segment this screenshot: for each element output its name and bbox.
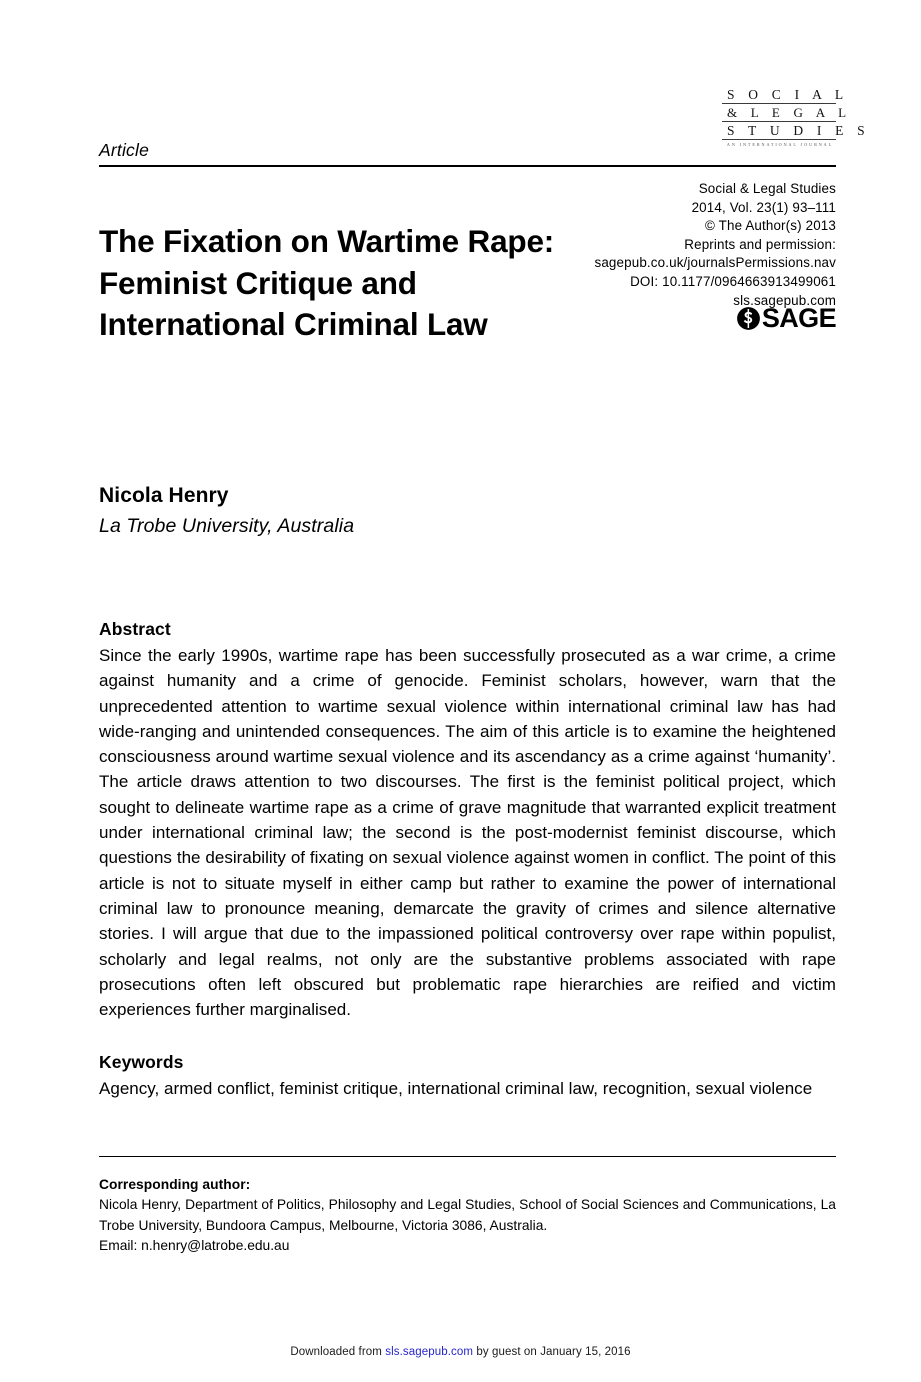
metadata-copyright: © The Author(s) 2013 bbox=[705, 218, 836, 234]
metadata-journal-url[interactable]: sls.sagepub.com bbox=[733, 292, 836, 308]
header-divider bbox=[99, 165, 836, 167]
journal-logo-line-2: & L E G A L bbox=[722, 104, 836, 122]
article-type-label: Article bbox=[99, 140, 150, 160]
keywords-text: Agency, armed conflict, feminist critique, international criminal law, recognition, sexual violence bbox=[99, 1079, 813, 1098]
journal-logo-line-3: S T U D I E S bbox=[722, 122, 836, 140]
corresponding-author-email[interactable]: Email: n.henry@latrobe.edu.au bbox=[99, 1238, 290, 1253]
keywords-section bbox=[99, 1050, 836, 1101]
journal-logo-subtitle: AN INTERNATIONAL JOURNAL bbox=[726, 142, 834, 147]
download-suffix: by guest on January 15, 2016 bbox=[473, 1346, 631, 1358]
download-footer bbox=[0, 1346, 921, 1358]
keywords-heading: Keywords bbox=[99, 1052, 184, 1072]
metadata-journal-name: Social & Legal Studies bbox=[698, 181, 836, 196]
journal-logo-line-1: S O C I A L bbox=[722, 86, 836, 104]
abstract-text: Since the early 1990s, wartime rape has been successfully prosecuted as a war crime, a crime against humanity and a crime of genocide. Feminist scholars, however, warn that the unprecedented attention to wartime sexual violence within international criminal law has had wide-ranging and unintended consequences. The aim of this article is to examine the heightened consciousness around wartime sexual violence and its ascendancy as a crime against ‘humanity’. The article draws attention to two discourses. The first is the feminist political project, which sought to delineate wartime rape as a crime of grave magnitude that warranted explicit treatment under international criminal law; the second is the post-modernist feminist discourse, which questions the desirability of fixating on sexual violence against women in conflict. The point of this article is not to situate myself in either camp but rather to examine the power of international criminal law to pronounce meaning, demarcate the gravity of crimes and silence alternative stories. I will argue that due to the impassioned political controversy over rape within populist, scholarly and legal realms, not only are the substantive problems associated with rape prosecutions often left obscured but problematic rape hierarchies are reified and victim experiences further marginalised. bbox=[99, 646, 836, 1020]
author-block bbox=[99, 482, 699, 540]
metadata-permissions-url[interactable]: sagepub.co.uk/journalsPermissions.nav bbox=[594, 255, 836, 271]
metadata-doi[interactable]: DOI: 10.1177/0964663913499061 bbox=[630, 273, 836, 289]
abstract-section bbox=[99, 617, 836, 1022]
author-affiliation: La Trobe University, Australia bbox=[99, 515, 355, 537]
sage-circle-s-icon bbox=[736, 306, 761, 331]
download-source-link[interactable]: sls.sagepub.com bbox=[385, 1346, 474, 1358]
corresponding-author-section bbox=[99, 1175, 836, 1257]
abstract-heading: Abstract bbox=[99, 619, 171, 639]
sage-publisher-logo bbox=[736, 303, 836, 333]
journal-metadata bbox=[536, 180, 836, 310]
corresponding-author-heading: Corresponding author: bbox=[99, 1177, 251, 1192]
metadata-volume: 2014, Vol. 23(1) 93–111 bbox=[691, 199, 836, 215]
download-prefix: Downloaded from bbox=[290, 1346, 386, 1358]
metadata-reprints-label: Reprints and permission: bbox=[684, 236, 836, 252]
sage-wordmark: SAGE bbox=[761, 303, 836, 333]
journal-logo bbox=[722, 86, 870, 149]
corresponding-author-divider bbox=[99, 1156, 836, 1157]
author-name: Nicola Henry bbox=[99, 484, 229, 507]
corresponding-author-address: Nicola Henry, Department of Politics, Philosophy and Legal Studies, School of Social Sciences and Communications, La Trobe University, Bundoora Campus, Melbourne, Victoria 3086, Australia. bbox=[99, 1197, 836, 1233]
page-title: The Fixation on Wartime Rape: Feminist Critique and International Criminal Law bbox=[99, 223, 555, 343]
